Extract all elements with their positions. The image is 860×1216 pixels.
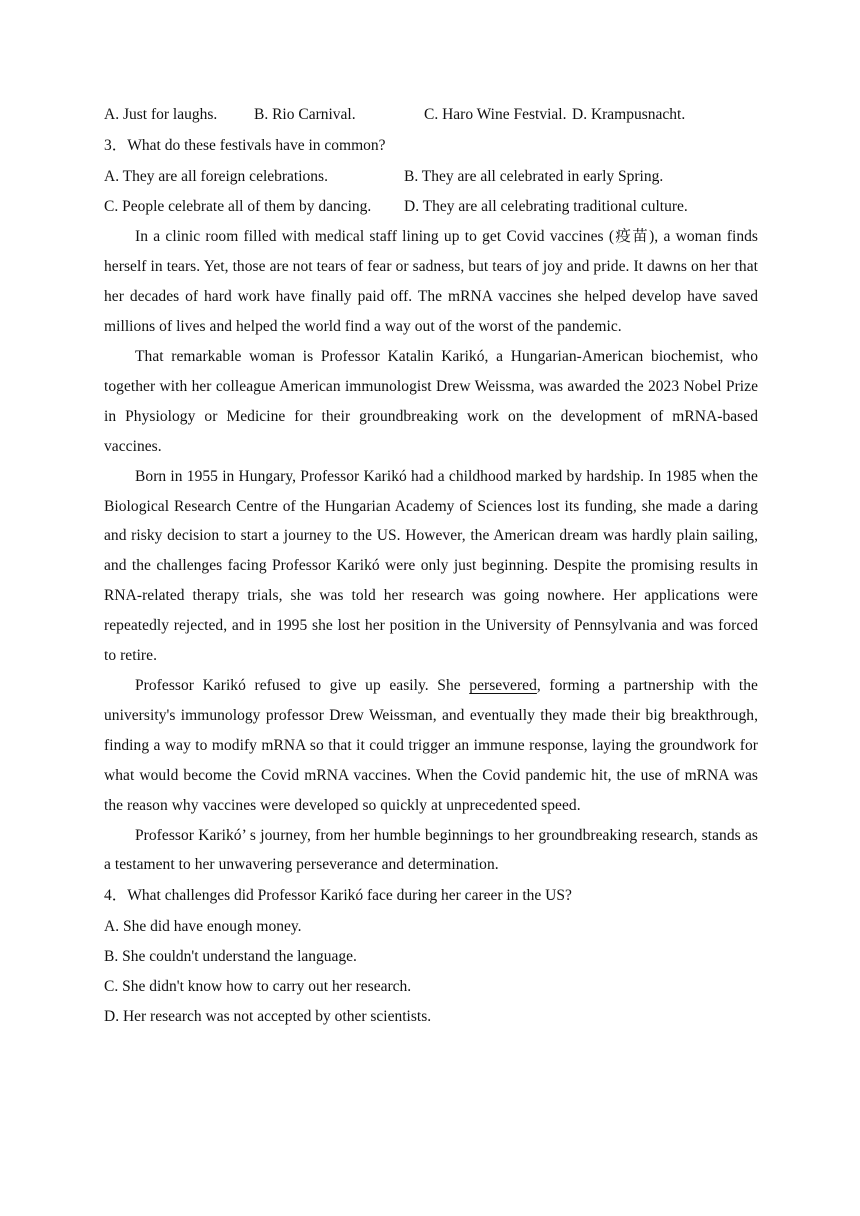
q3-option-c: C. People celebrate all of them by dancing. <box>104 198 372 215</box>
underlined-word-persevered: persevered <box>469 676 537 694</box>
q4-option-c: C. She didn't know how to carry out her research. <box>104 978 412 996</box>
q3-options-row-1 <box>104 162 758 192</box>
q4-stem: 4．What challenges did Professor Karikó face during her career in the US? <box>104 887 572 905</box>
document-page <box>104 100 758 1032</box>
q2-options-row <box>104 100 758 130</box>
passage-paragraph-2: That remarkable woman is Professor Katalin Karikó, a Hungarian-American biochemist, who together with her colleague American immunologist Drew Weissma, was awarded the 2023 Nobel Prize in Physiology or Medicine for their groundbreaking work on the development of mRNA-based vaccines. <box>104 348 758 455</box>
q2-option-b: B. Rio Carnival. <box>254 106 356 123</box>
q4-option-d: D. Her research was not accepted by other scientists. <box>104 1008 432 1026</box>
passage-paragraph-3: Born in 1955 in Hungary, Professor Karikó had a childhood marked by hardship. In 1985 when the Biological Research Centre of the Hungarian Academy of Sciences lost its funding, she made a daring and risky decision to start a journey to the US. However, the American dream was hardly plain sailing, and the challenges facing Professor Karikó were only just beginning. Despite the promising results in RNA-related therapy trials, she was told her research was going nowhere. Her applications were repeatedly rejected, and in 1995 she lost her position in the University of Pennsylvania and was forced to retire. <box>104 467 758 665</box>
passage-paragraph-1: In a clinic room filled with medical staff lining up to get Covid vaccines (疫苗), a woman finds herself in tears. Yet, those are not tears of fear or sadness, but tears of joy and pride. It dawns on her that her decades of hard work have finally paid off. The mRNA vaccines she helped develop have saved millions of lives and helped the world find a way out of the worst of the pandemic. <box>104 228 758 335</box>
q3-option-b: B. They are all celebrated in early Spring. <box>404 168 664 185</box>
passage-paragraph-5: Professor Karikó’ s journey, from her humble beginnings to her groundbreaking research, stands as a testament to her unwavering perseverance and determination. <box>104 826 758 874</box>
q3-options-row-2 <box>104 192 758 222</box>
q2-option-d: D. Krampusnacht. <box>572 106 686 123</box>
paragraph-4-text-after: , forming a partnership with the university's immunology professor Drew Weissman, and eventually they made their big breakthrough, finding a way to modify mRNA so that it could trigger an immune response, laying the groundwork for what would become the Covid mRNA vaccines. When the Covid pandemic hit, the use of mRNA was the reason why vaccines were developed so quickly at unprecedented speed. <box>104 676 758 814</box>
q3-option-d: D. They are all celebrating traditional culture. <box>404 198 688 215</box>
q3-stem: 3．What do these festivals have in common? <box>104 137 386 154</box>
q3-option-a: A. They are all foreign celebrations. <box>104 168 328 185</box>
passage-paragraph-4 <box>104 671 758 821</box>
paragraph-4-text-before: Professor Karikó refused to give up easily. She <box>135 676 470 694</box>
q2-option-c: C. Haro Wine Festvial. <box>424 106 567 123</box>
q4-option-a: A. She did have enough money. <box>104 918 302 936</box>
q2-option-a: A. Just for laughs. <box>104 106 218 123</box>
q4-option-b: B. She couldn't understand the language. <box>104 948 357 966</box>
